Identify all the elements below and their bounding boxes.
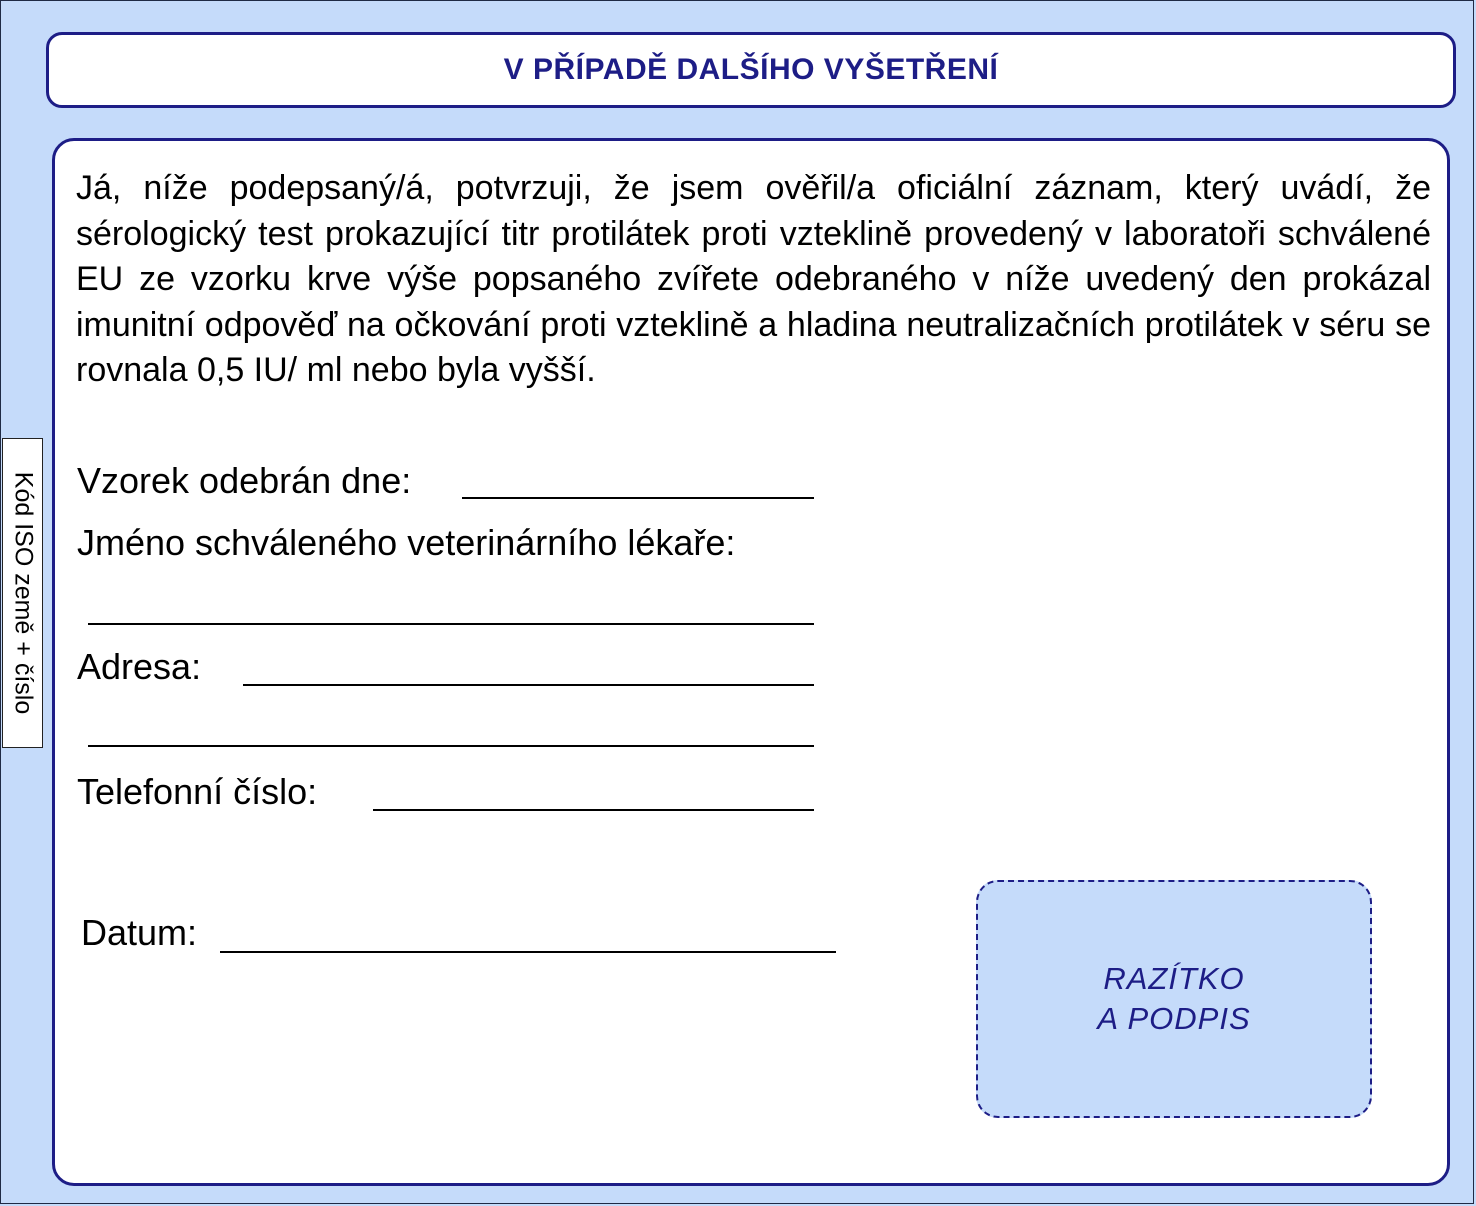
address-line-2[interactable]	[88, 745, 814, 747]
iso-code-tab	[2, 438, 43, 748]
address-line-1[interactable]	[243, 684, 814, 686]
phone-line[interactable]	[373, 809, 814, 811]
vet-name-line[interactable]	[88, 623, 814, 625]
address-label: Adresa:	[77, 646, 202, 687]
header-box	[46, 32, 1456, 108]
signature-label: A PODPIS	[1097, 1001, 1251, 1036]
declaration-text: Já, níže podepsaný/á, potvrzuji, že jsem ověřil/a oficiální záznam, který uvádí, že sérologický test prokazující titr protilátek proti vzteklině provedený v laboratoři schválené EU ze vzorku krve výše popsaného zvířete odebraného v níže uvedený den prokázal imunitní odpověď na očkování proti vzteklině a hladina neutralizačních protilátek v séru se rovnala 0,5 IU/ ml nebo byla vyšší.	[76, 169, 1431, 390]
iso-code-label: Kód ISO země + číslo	[9, 471, 37, 715]
sample-date-label: Vzorek odebrán dne:	[77, 460, 412, 501]
date-label: Datum:	[81, 912, 198, 953]
stamp-label: RAZÍTKO	[1103, 961, 1245, 996]
phone-label: Telefonní číslo:	[77, 771, 318, 812]
stamp-signature-box[interactable]	[976, 880, 1372, 1118]
sample-date-line[interactable]	[462, 497, 814, 499]
date-line[interactable]	[220, 951, 836, 953]
vet-name-label: Jméno schváleného veterinárního lékaře:	[77, 522, 736, 563]
page-title: V PŘÍPADĚ DALŠÍHO VYŠETŘENÍ	[503, 53, 999, 86]
